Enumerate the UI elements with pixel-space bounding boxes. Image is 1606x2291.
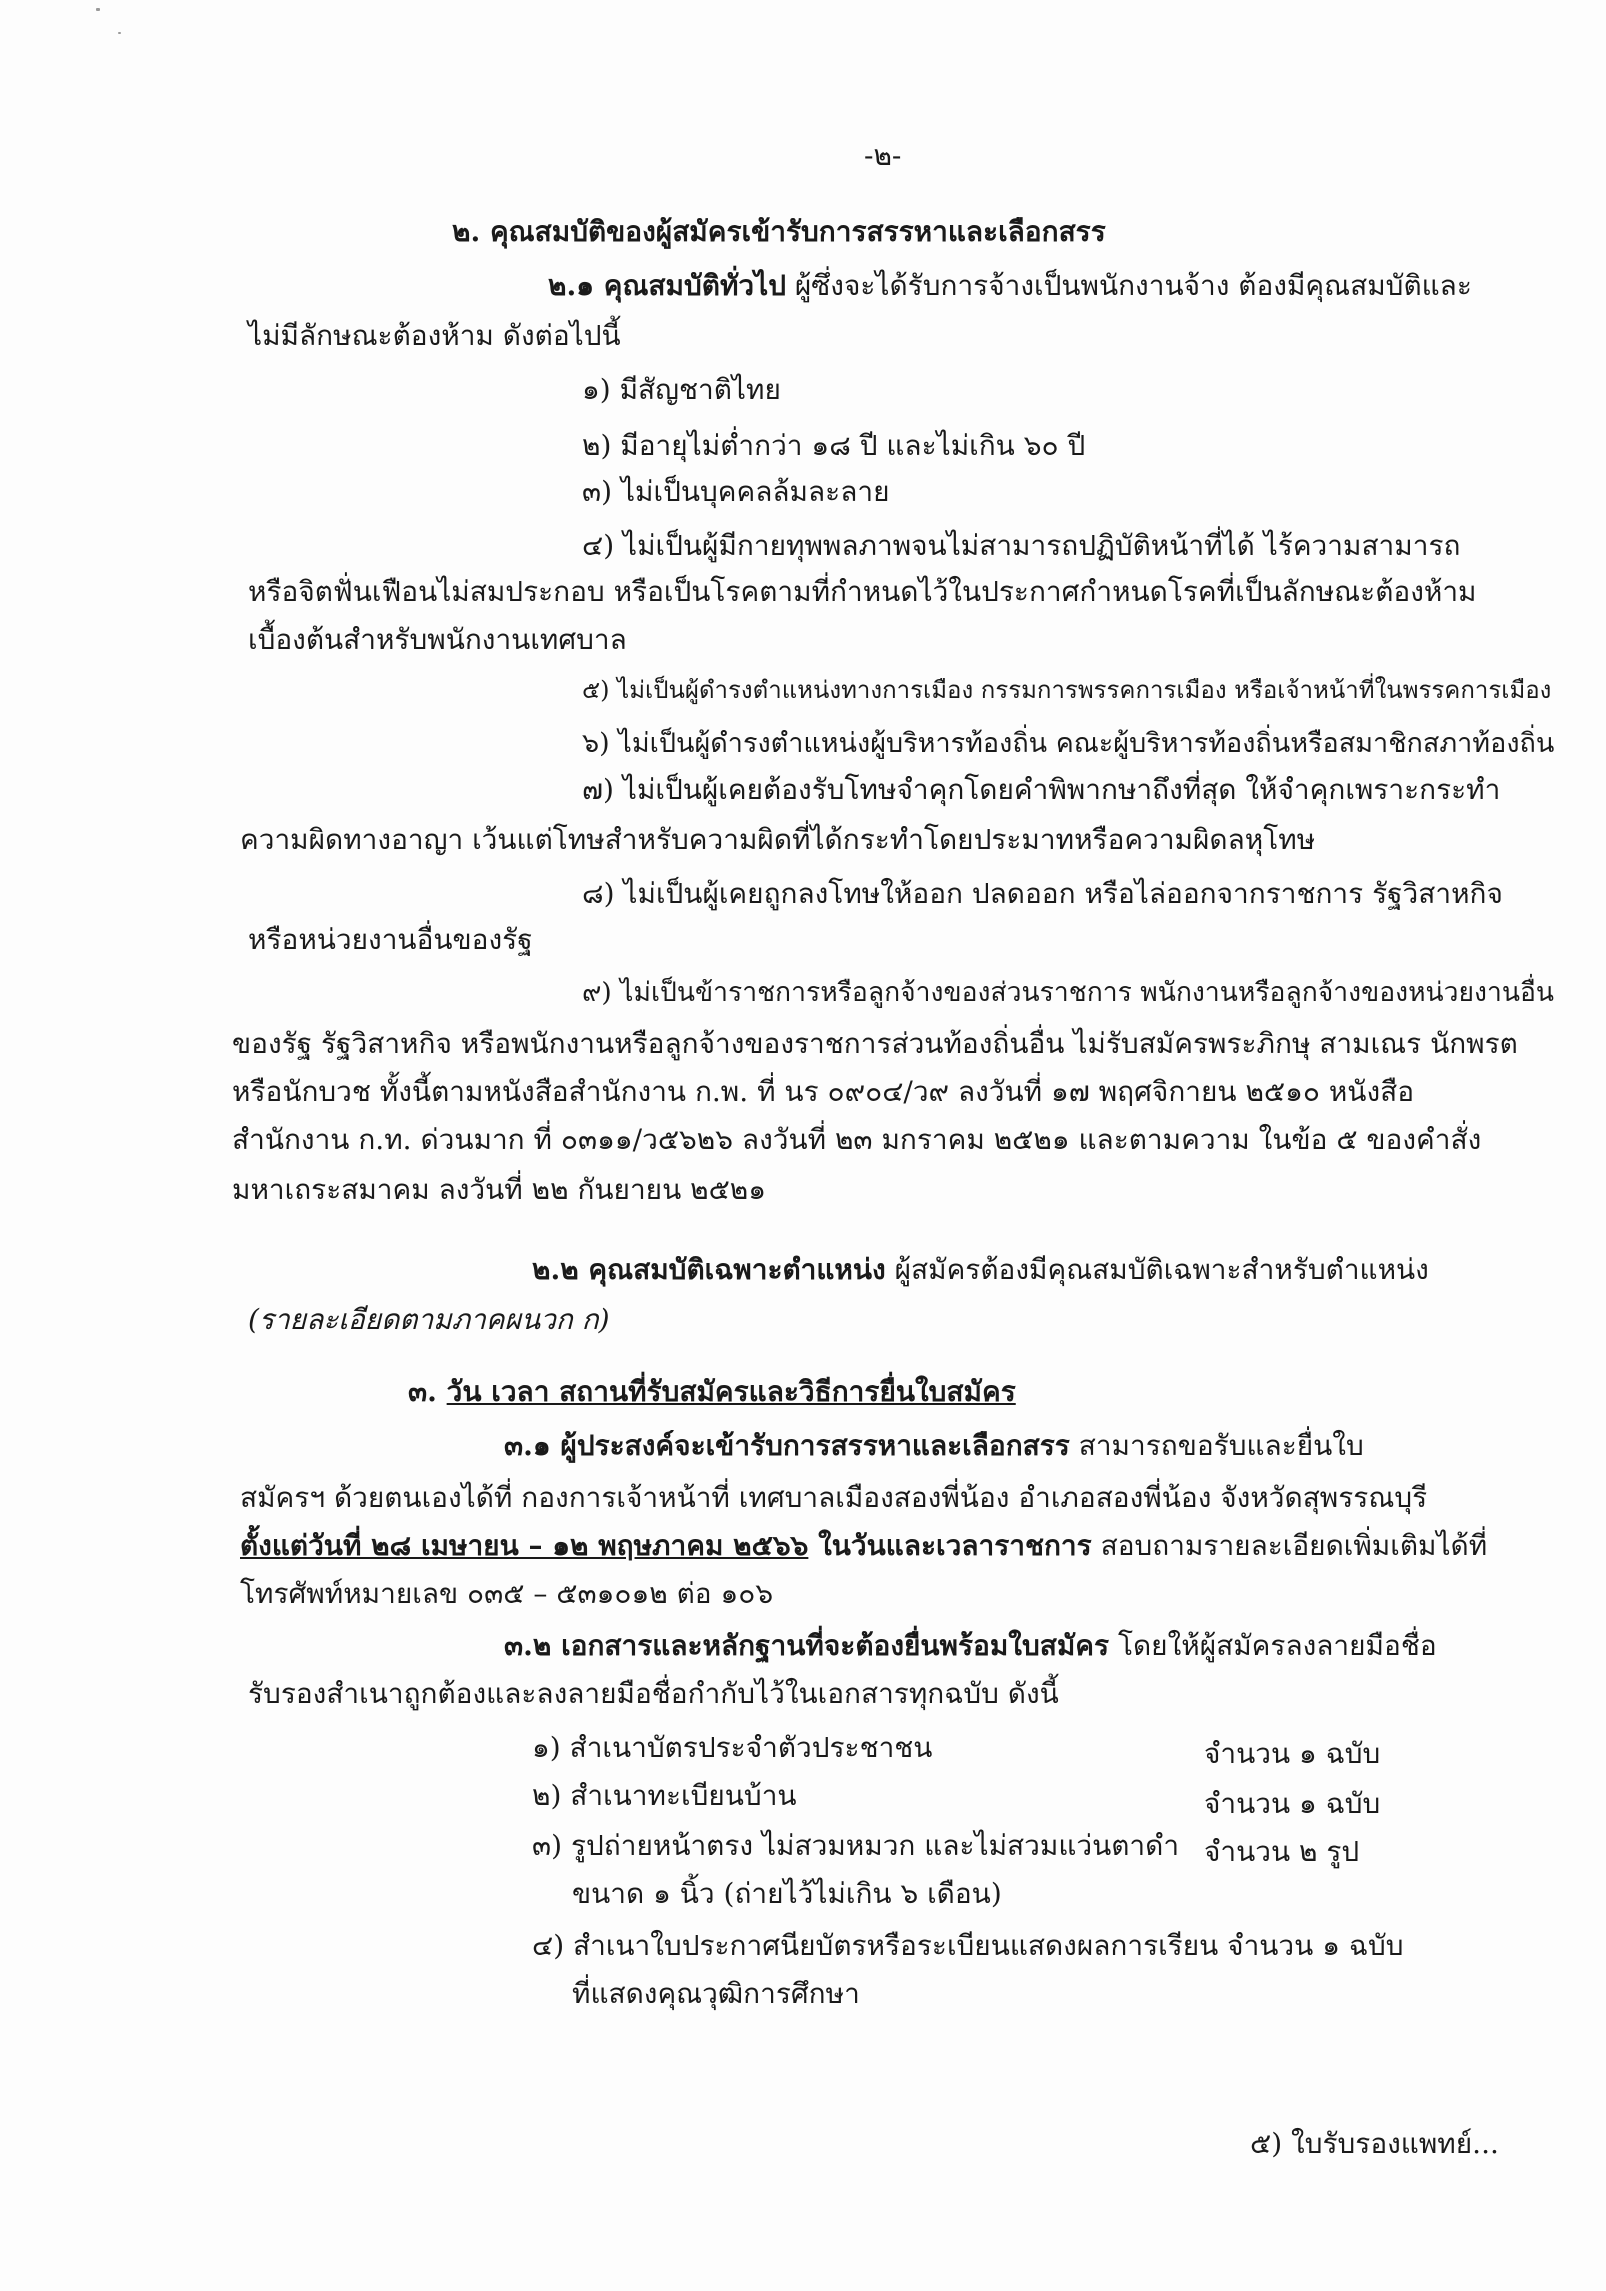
document-item: ๓) รูปถ่ายหน้าตรง ไม่สวมหมวก และไม่สวมแว่นตาดำ xyxy=(532,1829,1180,1862)
s3-2-line1 xyxy=(504,1629,1437,1662)
document-item-cont: ที่แสดงคุณวุฒิการศึกษา xyxy=(572,1977,860,2010)
list-item: ของรัฐ รัฐวิสาหกิจ หรือพนักงานหรือลูกจ้างของราชการส่วนท้องถิ่นอื่น ไม่รับสมัครพระภิกษุ สามเณร นักพรต xyxy=(232,1027,1518,1060)
application-date-range: ตั้งแต่วันที่ ๒๘ เมษายน – ๑๒ พฤษภาคม ๒๕๖๖ xyxy=(240,1529,809,1562)
contact-phone: โทรศัพท์หมายเลข ๐๓๕ – ๕๓๑๐๑๒ ต่อ ๑๐๖ xyxy=(240,1577,774,1610)
list-item: ๒) มีอายุไม่ต่ำกว่า ๑๘ ปี และไม่เกิน ๖๐ ปี xyxy=(582,429,1086,462)
list-item: มหาเถระสมาคม ลงวันที่ ๒๒ กันยายน ๒๕๒๑ xyxy=(232,1173,767,1206)
list-item: ๗) ไม่เป็นผู้เคยต้องรับโทษจำคุกโดยคำพิพากษาถึงที่สุด ให้จำคุกเพราะกระทำ xyxy=(582,773,1501,806)
document-item: ๑) สำเนาบัตรประจำตัวประชาชน xyxy=(532,1731,933,1764)
s3-1-text: สามารถขอรับและยื่นใบ xyxy=(1078,1429,1364,1462)
document-qty: จำนวน ๒ รูป xyxy=(1204,1835,1360,1868)
section3-heading xyxy=(408,1375,1016,1408)
s2-1-label: ๒.๑ คุณสมบัติทั่วไป xyxy=(548,269,786,302)
contact-text: สอบถามรายละเอียดเพิ่มเติมได้ที่ xyxy=(1091,1529,1488,1562)
list-item: หรือหน่วยงานอื่นของรัฐ xyxy=(248,923,533,956)
s2-2-text: ผู้สมัครต้องมีคุณสมบัติเฉพาะสำหรับตำแหน่ง xyxy=(894,1253,1429,1286)
s2-2-label: ๒.๒ คุณสมบัติเฉพาะตำแหน่ง xyxy=(532,1253,886,1286)
s3-2-line2: รับรองสำเนาถูกต้องและลงลายมือชื่อกำกับไว้ในเอกสารทุกฉบับ ดังนี้ xyxy=(248,1677,1059,1710)
document-qty: จำนวน ๑ ฉบับ xyxy=(1204,1737,1381,1770)
scan-speck xyxy=(96,8,100,11)
list-item: หรือจิตฟั่นเฟือนไม่สมประกอบ หรือเป็นโรคตามที่กำหนดไว้ในประกาศกำหนดโรคที่เป็นลักษณะต้องห้าม xyxy=(248,575,1477,608)
s3-2-text: โดยให้ผู้สมัครลงลายมือชื่อ xyxy=(1109,1629,1437,1662)
list-item: ๕) ไม่เป็นผู้ดำรงตำแหน่งทางการเมือง กรรมการพรรคการเมือง หรือเจ้าหน้าที่ในพรรคการเมือง xyxy=(582,676,1552,704)
list-item: ๑) มีสัญชาติไทย xyxy=(582,373,781,406)
document-item-cont: ขนาด ๑ นิ้ว (ถ่ายไว้ไม่เกิน ๖ เดือน) xyxy=(572,1877,1002,1910)
list-item: เบื้องต้นสำหรับพนักงานเทศบาล xyxy=(248,623,627,656)
section3-title: วัน เวลา สถานที่รับสมัครและวิธีการยื่นใบสมัคร xyxy=(446,1375,1016,1408)
list-item: ๖) ไม่เป็นผู้ดำรงตำแหน่งผู้บริหารท้องถิ่น คณะผู้บริหารท้องถิ่นหรือสมาชิกสภาท้องถิ่น xyxy=(582,728,1555,759)
document-item: ๒) สำเนาทะเบียนบ้าน xyxy=(532,1779,797,1812)
continued-next-page: ๕) ใบรับรองแพทย์... xyxy=(1250,2127,1499,2160)
list-item: ๙) ไม่เป็นข้าราชการหรือลูกจ้างของส่วนราชการ พนักงานหรือลูกจ้างของหน่วยงานอื่น xyxy=(582,977,1555,1008)
s2-2-note: (รายละเอียดตามภาคผนวก ก) xyxy=(248,1303,610,1336)
list-item: หรือนักบวช ทั้งนี้ตามหนังสือสำนักงาน ก.พ. ที่ นร ๐๙๐๔/ว๙ ลงวันที่ ๑๗ พฤศจิกายน ๒๕๑๐ หนังสือ xyxy=(232,1075,1415,1108)
document-qty: จำนวน ๑ ฉบับ xyxy=(1204,1787,1381,1820)
s2-1-line2: ไม่มีลักษณะต้องห้าม ดังต่อไปนี้ xyxy=(248,319,621,352)
list-item: ๘) ไม่เป็นผู้เคยถูกลงโทษให้ออก ปลดออก หรือไล่ออกจากราชการ รัฐวิสาหกิจ xyxy=(582,877,1503,910)
section2-heading: ๒. คุณสมบัติของผู้สมัครเข้ารับการสรรหาและเลือกสรร xyxy=(452,215,1106,248)
list-item: ความผิดทางอาญา เว้นแต่โทษสำหรับความผิดที่ได้กระทำโดยประมาทหรือความผิดลหุโทษ xyxy=(240,823,1316,856)
s2-1-text: ผู้ซึ่งจะได้รับการจ้างเป็นพนักงานจ้าง ต้องมีคุณสมบัติและ xyxy=(794,269,1472,302)
s3-1-line1 xyxy=(504,1429,1364,1462)
office-hours: ในวันและเวลาราชการ xyxy=(808,1529,1092,1562)
page-number: -๒- xyxy=(864,139,902,172)
section3-number: ๓. xyxy=(408,1375,447,1408)
s3-2-label: ๓.๒ เอกสารและหลักฐานที่จะต้องยื่นพร้อมใบสมัคร xyxy=(504,1629,1110,1662)
list-item: สำนักงาน ก.ท. ด่วนมาก ที่ ๐๓๑๑/ว๕๖๒๖ ลงวันที่ ๒๓ มกราคม ๒๕๒๑ และตามความ ในข้อ ๕ ของคำสั่ง xyxy=(232,1123,1482,1156)
list-item: ๓) ไม่เป็นบุคคลล้มละลาย xyxy=(582,475,890,508)
s3-1-line3 xyxy=(240,1529,1488,1562)
s2-1-line1 xyxy=(548,269,1472,302)
list-item: ๔) ไม่เป็นผู้มีกายทุพพลภาพจนไม่สามารถปฏิบัติหน้าที่ได้ ไร้ความสามารถ xyxy=(582,529,1461,562)
s3-1-line2: สมัครฯ ด้วยตนเองได้ที่ กองการเจ้าหน้าที่ เทศบาลเมืองสองพี่น้อง อำเภอสองพี่น้อง จังหวัดสุพรรณบุรี xyxy=(240,1481,1428,1514)
scan-speck xyxy=(118,32,121,34)
document-item: ๔) สำเนาใบประกาศนียบัตรหรือระเบียนแสดงผลการเรียน จำนวน ๑ ฉบับ xyxy=(532,1929,1404,1962)
s2-2-line xyxy=(532,1253,1429,1286)
s3-1-label: ๓.๑ ผู้ประสงค์จะเข้ารับการสรรหาและเลือกสรร xyxy=(504,1429,1070,1462)
